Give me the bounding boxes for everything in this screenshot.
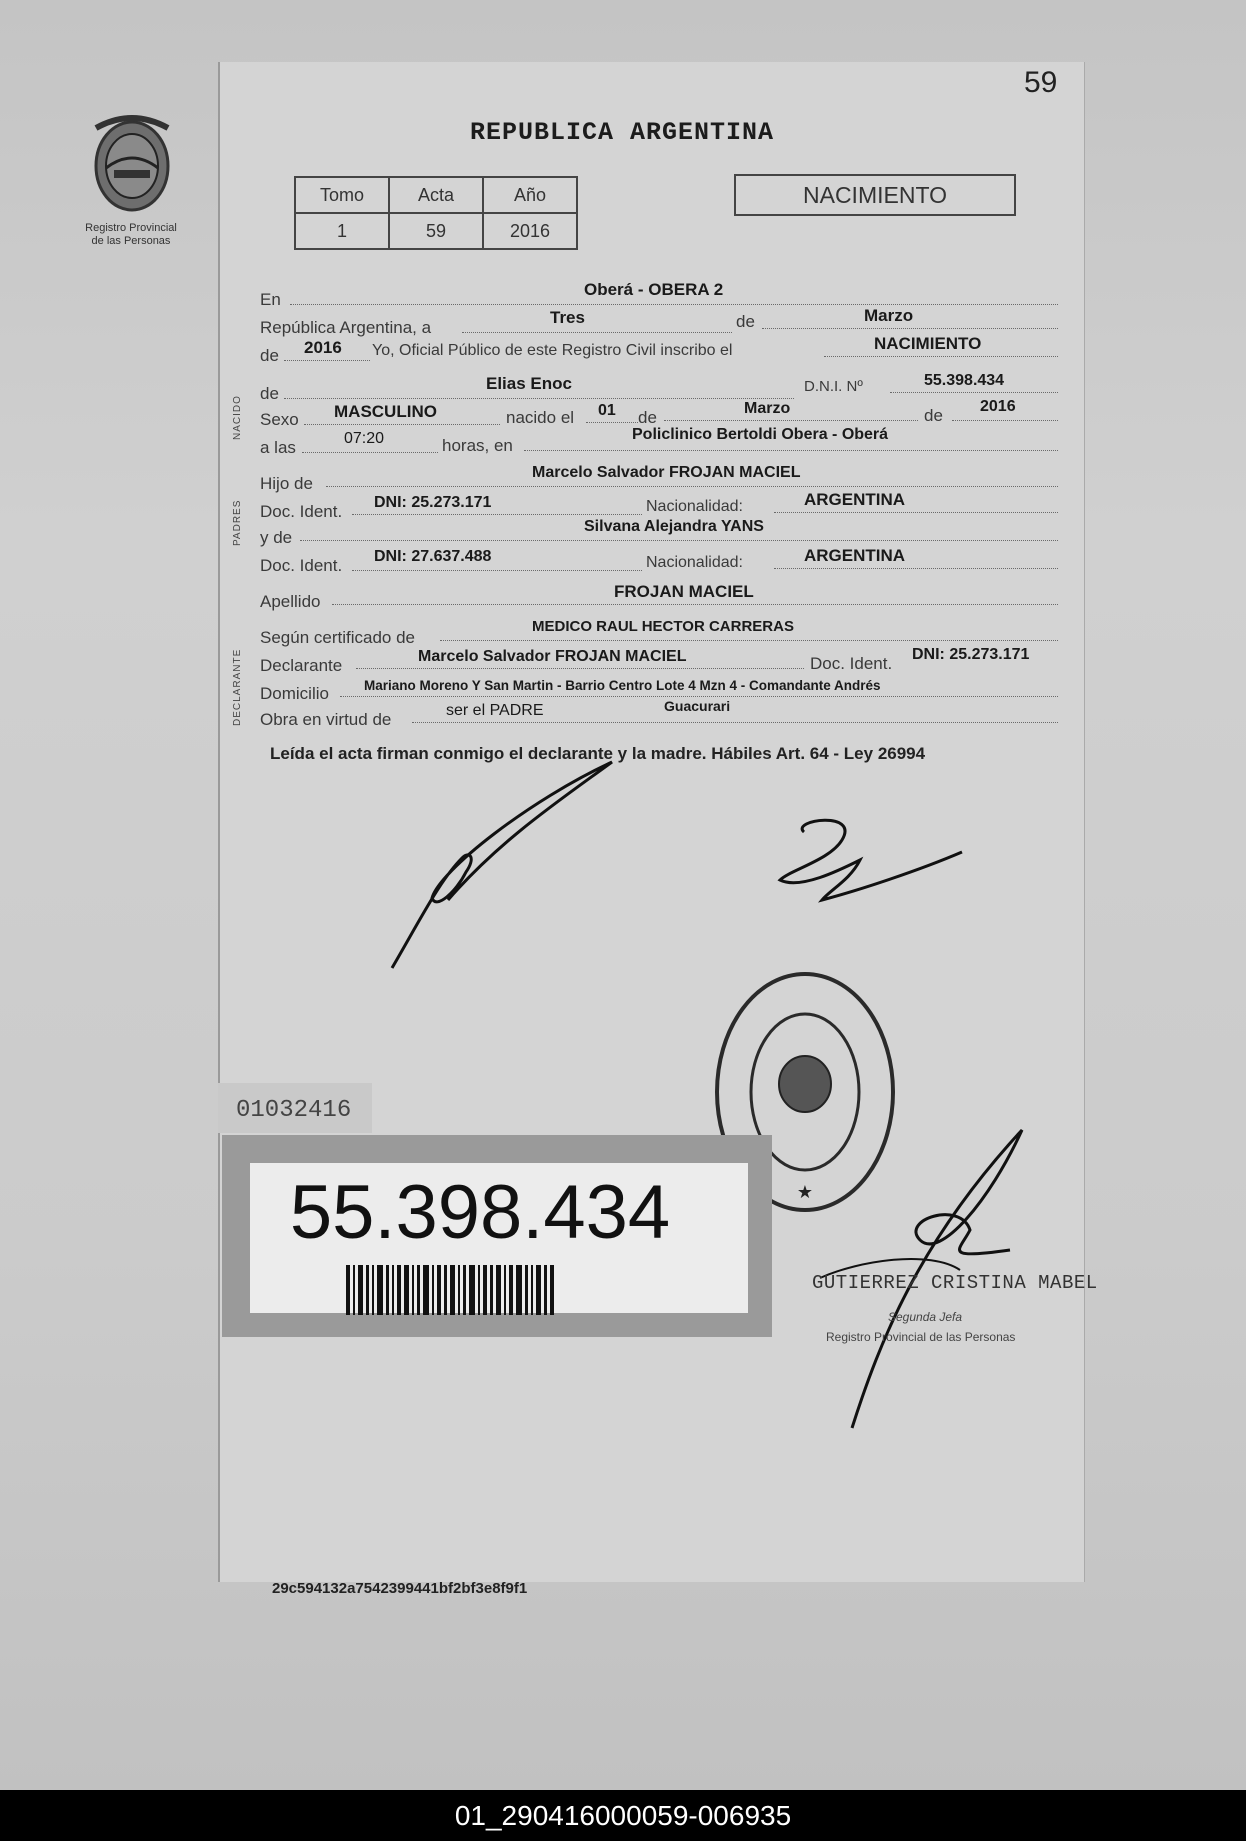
anio-value: 2016: [304, 338, 342, 357]
en-value: Oberá - OBERA 2: [584, 280, 724, 299]
de-label: de: [736, 312, 755, 331]
declarante-doc-value: DNI: 25.273.171: [912, 646, 1030, 663]
declarante-doc-label: Doc. Ident.: [810, 654, 893, 673]
apellido-label: Apellido: [260, 592, 321, 611]
barcode-icon: [346, 1265, 676, 1315]
padre-value: Marcelo Salvador FROJAN MACIEL: [532, 464, 801, 481]
madre-value: Silvana Alejandra YANS: [584, 518, 764, 535]
padre-doc-value: DNI: 25.273.171: [374, 494, 492, 511]
sexo-value: MASCULINO: [334, 402, 437, 421]
hora-value: 07:20: [344, 430, 385, 447]
apellido-value: FROJAN MACIEL: [614, 582, 754, 601]
logo-caption-line1: Registro Provincial: [85, 222, 177, 234]
closing-statement: Leída el acta firman conmigo el declarante y la madre. Hábiles Art. 64 - Ley 26994: [270, 744, 926, 763]
madre-doc-label: Doc. Ident.: [260, 556, 343, 575]
declarante-value: Marcelo Salvador FROJAN MACIEL: [418, 648, 687, 665]
declarante-label: Declarante: [260, 656, 343, 675]
svg-text:★: ★: [796, 1182, 814, 1202]
section-label-nacido: NACIDO: [232, 395, 243, 440]
nombre-label: de: [260, 384, 279, 403]
dni-sticker: [222, 1135, 772, 1337]
sticker-number: 55.398.434: [289, 1170, 671, 1255]
domicilio-value-continued: Guacurari: [664, 698, 731, 714]
dia-value: Tres: [550, 308, 585, 327]
madre-doc-value: DNI: 27.637.488: [374, 548, 492, 565]
republica-label: República Argentina, a: [260, 318, 432, 337]
signer-role: Segunda Jefa: [888, 1310, 963, 1324]
signer-registry: Registro Provincial de las Personas: [826, 1330, 1016, 1344]
nac-de-label: de: [638, 408, 657, 427]
cert-label: Según certificado de: [260, 628, 415, 647]
padre-nac-label: Nacionalidad:: [646, 498, 743, 515]
alas-label: a las: [260, 438, 296, 457]
padre-doc-label: Doc. Ident.: [260, 502, 343, 521]
acta-value-tomo: 1: [295, 213, 389, 249]
madre-nac-label: Nacionalidad:: [646, 554, 743, 571]
dni-label: D.N.I. Nº: [804, 378, 863, 395]
certificate-type-box: NACIMIENTO: [734, 174, 1016, 216]
serial-number: 01032416: [218, 1083, 372, 1133]
de-anio-label: de: [260, 346, 279, 365]
nac-anio-value: 2016: [980, 398, 1016, 415]
dni-value: 55.398.434: [924, 372, 1005, 389]
oficial-label: Yo, Oficial Público de este Registro Civil inscribo el: [372, 342, 733, 359]
acta-value-anio: 2016: [483, 213, 577, 249]
nombre-value: Elias Enoc: [486, 374, 572, 393]
document-hash: 29c594132a7542399441bf2bf3e8f9f1: [272, 1580, 528, 1597]
acta-header-acta: Acta: [389, 177, 483, 213]
nacido-label: nacido el: [506, 408, 575, 427]
mes-value: Marzo: [864, 306, 914, 325]
acta-value-acta: 59: [389, 213, 483, 249]
cert-value: MEDICO RAUL HECTOR CARRERAS: [532, 618, 794, 635]
nac-mes-value: Marzo: [744, 400, 791, 417]
sexo-label: Sexo: [260, 410, 299, 429]
page-number: 59: [1024, 66, 1058, 99]
horas-label: horas, en: [442, 436, 513, 455]
nac-de-anio-label: de: [924, 406, 943, 425]
signer-name: GUTIERREZ CRISTINA MABEL: [812, 1272, 1098, 1294]
en-label: En: [260, 290, 281, 309]
domicilio-label: Domicilio: [260, 684, 329, 703]
acta-header-anio: Año: [483, 177, 577, 213]
section-label-declarante: DECLARANTE: [232, 648, 243, 726]
logo-caption-line2: de las Personas: [91, 235, 171, 247]
nac-dia-value: 01: [598, 402, 616, 419]
obra-label: Obra en virtud de: [260, 710, 392, 729]
inscribo-value: NACIMIENTO: [874, 334, 982, 353]
lugar-value: Policlinico Bertoldi Obera - Oberá: [632, 426, 889, 443]
madre-nac-value: ARGENTINA: [804, 546, 906, 565]
dni-sticker-label: [250, 1163, 748, 1313]
domicilio-value: Mariano Moreno Y San Martin - Barrio Centro Lote 4 Mzn 4 - Comandante Andrés: [364, 678, 881, 693]
hijo-label: Hijo de: [260, 474, 313, 493]
padre-nac-value: ARGENTINA: [804, 490, 906, 509]
yde-label: y de: [260, 528, 293, 547]
section-label-padres: PADRES: [232, 499, 243, 546]
file-id-footer: 01_290416000059-006935: [0, 1790, 1246, 1841]
acta-header-tomo: Tomo: [295, 177, 389, 213]
obra-value: ser el PADRE: [446, 702, 544, 719]
document-title: REPUBLICA ARGENTINA: [470, 118, 775, 147]
